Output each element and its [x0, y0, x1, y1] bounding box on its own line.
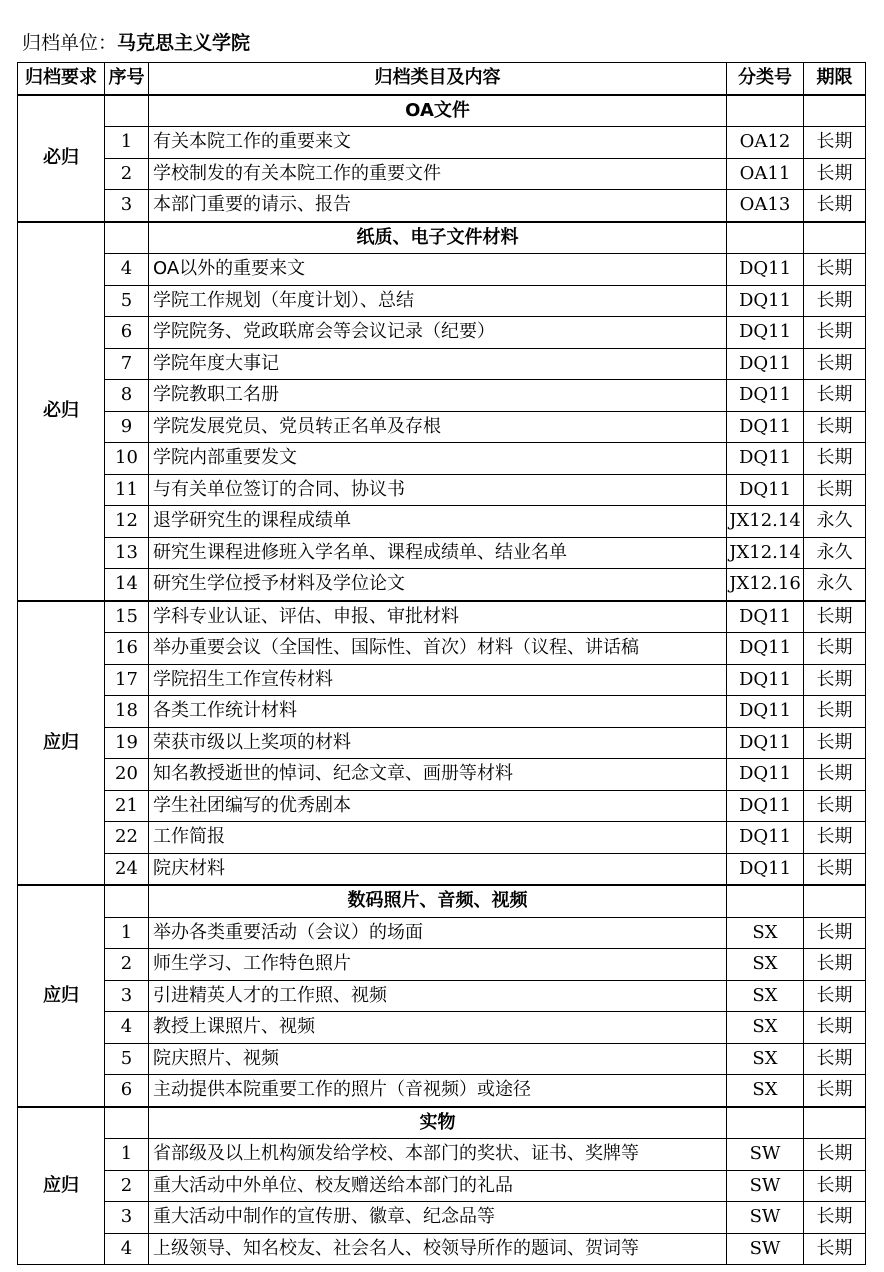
content-cell: 学院工作规划（年度计划）、总结: [149, 285, 727, 317]
seq-cell: [105, 1107, 149, 1139]
code-cell: SW: [727, 1233, 804, 1265]
requirement-cell: 应归: [18, 601, 105, 886]
content-cell: 举办重要会议（全国性、国际性、首次）材料（议程、讲话稿: [149, 633, 727, 665]
header-seq: 序号: [105, 63, 149, 95]
section-row: [18, 885, 866, 917]
seq-cell: 11: [105, 474, 149, 506]
section-row: [18, 95, 866, 127]
period-cell: [804, 95, 866, 127]
seq-cell: 21: [105, 790, 149, 822]
code-cell: SX: [727, 917, 804, 949]
period-cell: [804, 222, 866, 254]
seq-cell: 1: [105, 127, 149, 159]
content-cell: 学院发展党员、党员转正名单及存根: [149, 411, 727, 443]
seq-cell: 20: [105, 759, 149, 791]
table-row: [18, 569, 866, 601]
table-row: [18, 317, 866, 349]
code-cell: JX12.14: [727, 506, 804, 538]
section-title: 实物: [149, 1107, 727, 1139]
seq-cell: 2: [105, 1170, 149, 1202]
period-cell: 长期: [804, 348, 866, 380]
period-cell: 长期: [804, 443, 866, 475]
seq-cell: 1: [105, 1139, 149, 1171]
code-cell: DQ11: [727, 727, 804, 759]
period-cell: 永久: [804, 506, 866, 538]
requirement-cell: 必归: [18, 222, 105, 601]
code-cell: SX: [727, 1075, 804, 1107]
table-row: [18, 411, 866, 443]
table-row: [18, 254, 866, 286]
archive-unit-line: [22, 28, 250, 55]
seq-cell: 22: [105, 822, 149, 854]
code-cell: JX12.16: [727, 569, 804, 601]
seq-cell: 3: [105, 190, 149, 222]
content-cell: 有关本院工作的重要来文: [149, 127, 727, 159]
content-cell: 学生社团编写的优秀剧本: [149, 790, 727, 822]
code-cell: DQ11: [727, 317, 804, 349]
table-row: [18, 127, 866, 159]
table-row: [18, 1202, 866, 1234]
table-row: [18, 1233, 866, 1265]
content-cell: 引进精英人才的工作照、视频: [149, 980, 727, 1012]
table-row: [18, 1075, 866, 1107]
code-cell: JX12.14: [727, 537, 804, 569]
table-row: [18, 380, 866, 412]
table-row: [18, 443, 866, 475]
period-cell: 长期: [804, 601, 866, 633]
header-requirement: 归档要求: [18, 63, 105, 95]
period-cell: [804, 1107, 866, 1139]
code-cell: DQ11: [727, 633, 804, 665]
section-title: 数码照片、音频、视频: [149, 885, 727, 917]
period-cell: 长期: [804, 1012, 866, 1044]
section-title: 纸质、电子文件材料: [149, 222, 727, 254]
seq-cell: 19: [105, 727, 149, 759]
code-cell: OA13: [727, 190, 804, 222]
seq-cell: 1: [105, 917, 149, 949]
content-cell: 师生学习、工作特色照片: [149, 949, 727, 981]
content-cell: 工作简报: [149, 822, 727, 854]
period-cell: 长期: [804, 127, 866, 159]
table-row: [18, 822, 866, 854]
seq-cell: 5: [105, 285, 149, 317]
code-cell: DQ11: [727, 348, 804, 380]
code-cell: DQ11: [727, 411, 804, 443]
section-row: [18, 1107, 866, 1139]
seq-cell: 13: [105, 537, 149, 569]
period-cell: [804, 885, 866, 917]
code-cell: DQ11: [727, 664, 804, 696]
table-row: [18, 1012, 866, 1044]
table-row: [18, 1043, 866, 1075]
content-cell: 上级领导、知名校友、社会名人、校领导所作的题词、贺词等: [149, 1233, 727, 1265]
code-cell: DQ11: [727, 853, 804, 885]
table-row: [18, 980, 866, 1012]
section-row: [18, 222, 866, 254]
header-code: 分类号: [727, 63, 804, 95]
seq-cell: [105, 885, 149, 917]
code-cell: [727, 885, 804, 917]
seq-cell: 5: [105, 1043, 149, 1075]
content-cell: 研究生学位授予材料及学位论文: [149, 569, 727, 601]
seq-cell: 6: [105, 317, 149, 349]
seq-cell: 17: [105, 664, 149, 696]
table-row: [18, 1170, 866, 1202]
content-cell: 荣获市级以上奖项的材料: [149, 727, 727, 759]
table-row: [18, 1139, 866, 1171]
seq-cell: 2: [105, 949, 149, 981]
seq-cell: 24: [105, 853, 149, 885]
seq-cell: 3: [105, 1202, 149, 1234]
code-cell: SX: [727, 1012, 804, 1044]
seq-cell: 10: [105, 443, 149, 475]
content-cell: 省部级及以上机构颁发给学校、本部门的奖状、证书、奖牌等: [149, 1139, 727, 1171]
requirement-cell: 应归: [18, 885, 105, 1107]
code-cell: DQ11: [727, 601, 804, 633]
code-cell: DQ11: [727, 822, 804, 854]
content-cell: 各类工作统计材料: [149, 696, 727, 728]
period-cell: 长期: [804, 822, 866, 854]
table-row: [18, 790, 866, 822]
table-row: [18, 664, 866, 696]
code-cell: OA12: [727, 127, 804, 159]
code-cell: DQ11: [727, 696, 804, 728]
period-cell: 长期: [804, 949, 866, 981]
seq-cell: 2: [105, 158, 149, 190]
seq-cell: 7: [105, 348, 149, 380]
seq-cell: 12: [105, 506, 149, 538]
code-cell: SX: [727, 980, 804, 1012]
seq-cell: 14: [105, 569, 149, 601]
archive-unit-label: 归档单位：: [22, 32, 118, 54]
period-cell: 长期: [804, 1233, 866, 1265]
seq-cell: 6: [105, 1075, 149, 1107]
header-period: 期限: [804, 63, 866, 95]
period-cell: 长期: [804, 380, 866, 412]
requirement-cell: 必归: [18, 95, 105, 222]
seq-cell: [105, 222, 149, 254]
table-row: [18, 853, 866, 885]
period-cell: 长期: [804, 980, 866, 1012]
content-cell: 与有关单位签订的合同、协议书: [149, 474, 727, 506]
table-row: [18, 696, 866, 728]
header-content: 归档类目及内容: [149, 63, 727, 95]
code-cell: OA11: [727, 158, 804, 190]
period-cell: 永久: [804, 569, 866, 601]
period-cell: 长期: [804, 158, 866, 190]
content-cell: 院庆材料: [149, 853, 727, 885]
archive-table: [17, 62, 866, 1265]
code-cell: DQ11: [727, 759, 804, 791]
content-cell: 举办各类重要活动（会议）的场面: [149, 917, 727, 949]
code-cell: DQ11: [727, 443, 804, 475]
content-cell: 重大活动中外单位、校友赠送给本部门的礼品: [149, 1170, 727, 1202]
code-cell: DQ11: [727, 380, 804, 412]
content-cell: 本部门重要的请示、报告: [149, 190, 727, 222]
code-cell: SW: [727, 1202, 804, 1234]
table-row: [18, 949, 866, 981]
code-cell: [727, 222, 804, 254]
code-cell: SX: [727, 949, 804, 981]
seq-cell: 18: [105, 696, 149, 728]
period-cell: 长期: [804, 1170, 866, 1202]
period-cell: 长期: [804, 1202, 866, 1234]
period-cell: 长期: [804, 853, 866, 885]
code-cell: [727, 95, 804, 127]
table-row: [18, 158, 866, 190]
content-cell: 知名教授逝世的悼词、纪念文章、画册等材料: [149, 759, 727, 791]
code-cell: DQ11: [727, 790, 804, 822]
period-cell: 长期: [804, 474, 866, 506]
content-cell: 重大活动中制作的宣传册、徽章、纪念品等: [149, 1202, 727, 1234]
table-row: [18, 633, 866, 665]
code-cell: [727, 1107, 804, 1139]
section-title: OA文件: [149, 95, 727, 127]
period-cell: 长期: [804, 190, 866, 222]
content-cell: 学院教职工名册: [149, 380, 727, 412]
period-cell: 长期: [804, 1043, 866, 1075]
content-cell: 研究生课程进修班入学名单、课程成绩单、结业名单: [149, 537, 727, 569]
seq-cell: [105, 95, 149, 127]
code-cell: SX: [727, 1043, 804, 1075]
seq-cell: 8: [105, 380, 149, 412]
period-cell: 长期: [804, 790, 866, 822]
seq-cell: 15: [105, 601, 149, 633]
code-cell: SW: [727, 1139, 804, 1171]
table-row: [18, 537, 866, 569]
period-cell: 长期: [804, 727, 866, 759]
seq-cell: 3: [105, 980, 149, 1012]
archive-unit-value: 马克思主义学院: [117, 32, 251, 54]
requirement-cell: 应归: [18, 1107, 105, 1265]
content-cell: 教授上课照片、视频: [149, 1012, 727, 1044]
code-cell: DQ11: [727, 285, 804, 317]
code-cell: DQ11: [727, 254, 804, 286]
content-cell: 学院招生工作宣传材料: [149, 664, 727, 696]
table-row: [18, 506, 866, 538]
content-cell: 退学研究生的课程成绩单: [149, 506, 727, 538]
table-row: [18, 190, 866, 222]
table-row: [18, 759, 866, 791]
seq-cell: 9: [105, 411, 149, 443]
code-cell: DQ11: [727, 474, 804, 506]
period-cell: 长期: [804, 285, 866, 317]
seq-cell: 4: [105, 1012, 149, 1044]
period-cell: 长期: [804, 759, 866, 791]
table-row: [18, 474, 866, 506]
period-cell: 长期: [804, 254, 866, 286]
period-cell: 长期: [804, 664, 866, 696]
period-cell: 长期: [804, 696, 866, 728]
table-row: [18, 917, 866, 949]
seq-cell: 4: [105, 254, 149, 286]
table-row: [18, 727, 866, 759]
content-cell: 学院院务、党政联席会等会议记录（纪要）: [149, 317, 727, 349]
seq-cell: 16: [105, 633, 149, 665]
content-cell: 学院年度大事记: [149, 348, 727, 380]
table-row: [18, 285, 866, 317]
period-cell: 长期: [804, 1075, 866, 1107]
content-cell: 学院内部重要发文: [149, 443, 727, 475]
seq-cell: 4: [105, 1233, 149, 1265]
period-cell: 长期: [804, 633, 866, 665]
period-cell: 长期: [804, 917, 866, 949]
content-cell: 学校制发的有关本院工作的重要文件: [149, 158, 727, 190]
period-cell: 长期: [804, 411, 866, 443]
content-cell: 主动提供本院重要工作的照片（音视频）或途径: [149, 1075, 727, 1107]
archive-table-body: [18, 95, 866, 1265]
content-cell: OA以外的重要来文: [149, 254, 727, 286]
period-cell: 永久: [804, 537, 866, 569]
period-cell: 长期: [804, 317, 866, 349]
period-cell: 长期: [804, 1139, 866, 1171]
table-row: [18, 348, 866, 380]
code-cell: SW: [727, 1170, 804, 1202]
content-cell: 学科专业认证、评估、申报、审批材料: [149, 601, 727, 633]
content-cell: 院庆照片、视频: [149, 1043, 727, 1075]
header-row: [18, 63, 866, 95]
table-row: [18, 601, 866, 633]
